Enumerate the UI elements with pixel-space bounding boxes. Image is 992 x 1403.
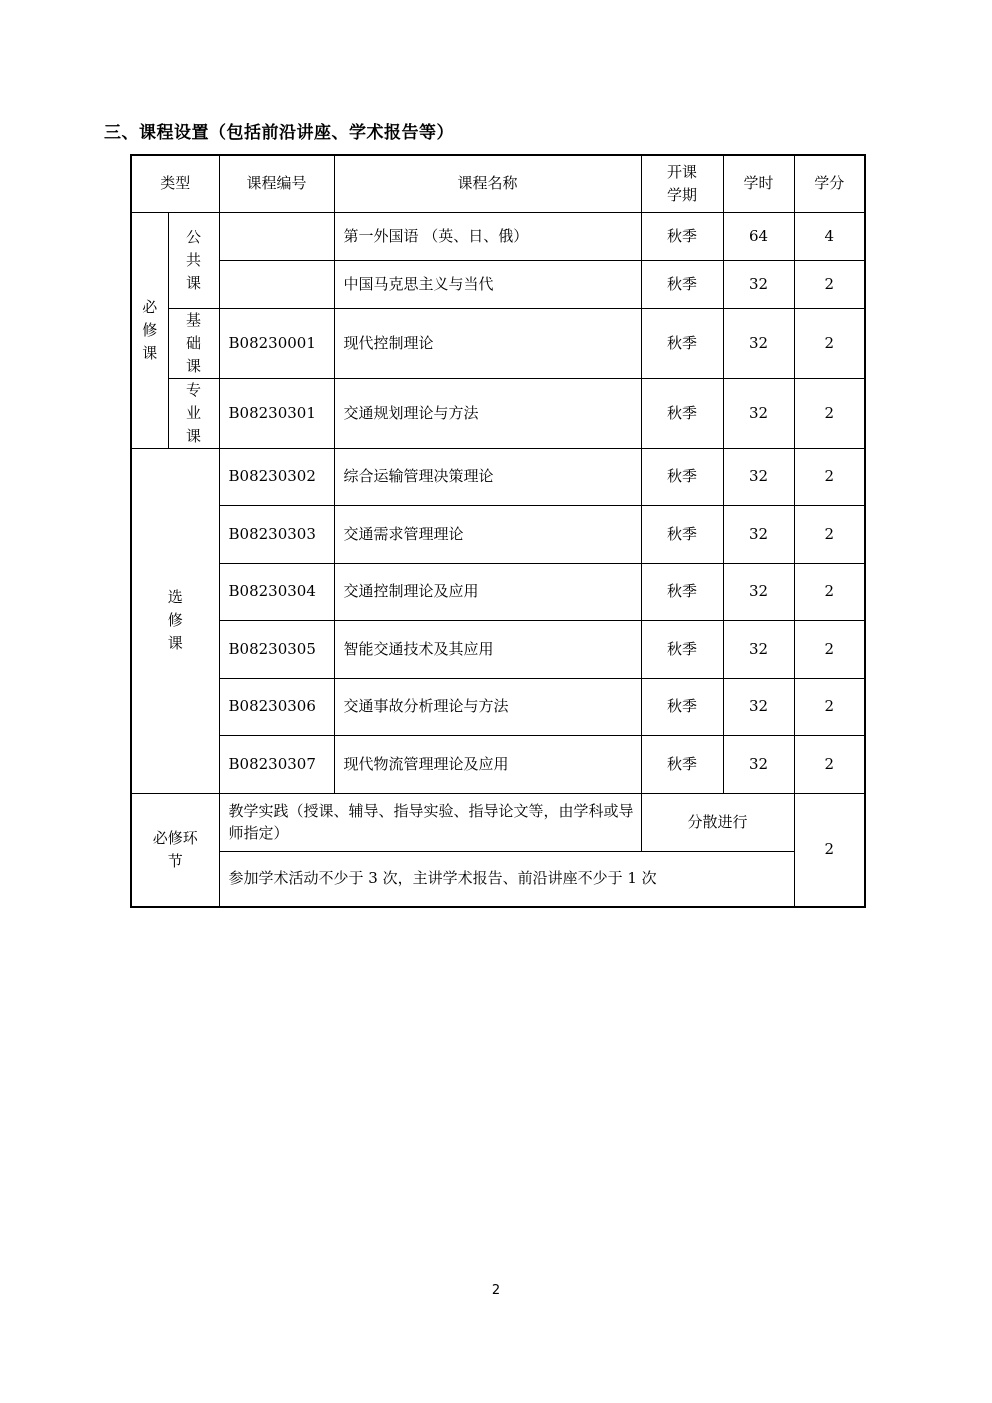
course-name: 现代控制理论: [334, 308, 641, 378]
course-code: [219, 260, 334, 308]
course-term: 秋季: [641, 735, 723, 793]
section-heading: 三、课程设置（包括前沿讲座、学术报告等）: [104, 123, 454, 143]
course-credits: 4: [794, 212, 865, 260]
course-code: B08230303: [219, 505, 334, 563]
course-term: 秋季: [641, 378, 723, 448]
course-hours: 32: [723, 378, 794, 448]
course-hours: 32: [723, 620, 794, 678]
course-name: 智能交通技术及其应用: [334, 620, 641, 678]
practice-row: [131, 851, 865, 907]
header-name: 课程名称: [334, 155, 641, 212]
course-code: B08230301: [219, 378, 334, 448]
course-code: B08230307: [219, 735, 334, 793]
course-hours: 32: [723, 563, 794, 620]
course-hours: 32: [723, 735, 794, 793]
table-row: [131, 378, 865, 448]
practice-schedule: 分散进行: [641, 793, 794, 851]
header-term: 开课 学期: [641, 155, 723, 212]
course-name: 交通需求管理理论: [334, 505, 641, 563]
course-name: 中国马克思主义与当代: [334, 260, 641, 308]
course-hours: 32: [723, 308, 794, 378]
practice-group-label: 必修环 节: [131, 793, 219, 907]
course-code: [219, 212, 334, 260]
course-term: 秋季: [641, 620, 723, 678]
practice-credits: 2: [794, 793, 865, 907]
course-credits: 2: [794, 735, 865, 793]
header-type: 类型: [131, 155, 219, 212]
course-code: B08230302: [219, 448, 334, 505]
public-course-label: 公 共 课: [168, 212, 219, 308]
basic-course-label: 基 础 课: [168, 308, 219, 378]
course-hours: 32: [723, 260, 794, 308]
course-code: B08230304: [219, 563, 334, 620]
page-number: 2: [491, 1283, 501, 1298]
header-code: 课程编号: [219, 155, 334, 212]
elective-group-label: 选 修 课: [131, 448, 219, 793]
course-code: B08230306: [219, 678, 334, 735]
course-credits: 2: [794, 260, 865, 308]
header-hours: 学时: [723, 155, 794, 212]
teaching-practice-text: 教学实践（授课、辅导、指导实验、指导论文等，由学科或导师指定）: [219, 793, 641, 851]
course-credits: 2: [794, 378, 865, 448]
table-row: [131, 563, 865, 620]
course-credits: 2: [794, 678, 865, 735]
required-group-label: 必 修 课: [131, 212, 168, 448]
course-name: 交通控制理论及应用: [334, 563, 641, 620]
table-row: [131, 212, 865, 260]
course-code: B08230305: [219, 620, 334, 678]
header-row: [131, 155, 865, 212]
table-row: [131, 678, 865, 735]
course-hours: 64: [723, 212, 794, 260]
course-credits: 2: [794, 620, 865, 678]
course-name: 综合运输管理决策理论: [334, 448, 641, 505]
course-term: 秋季: [641, 563, 723, 620]
table-row: [131, 308, 865, 378]
course-hours: 32: [723, 505, 794, 563]
course-term: 秋季: [641, 505, 723, 563]
course-term: 秋季: [641, 448, 723, 505]
header-credits: 学分: [794, 155, 865, 212]
table-row: [131, 735, 865, 793]
course-hours: 32: [723, 448, 794, 505]
course-term: 秋季: [641, 212, 723, 260]
course-name: 第一外国语 （英、日、俄）: [334, 212, 641, 260]
course-credits: 2: [794, 505, 865, 563]
major-course-label: 专 业 课: [168, 378, 219, 448]
practice-row: [131, 793, 865, 851]
course-credits: 2: [794, 448, 865, 505]
course-code: B08230001: [219, 308, 334, 378]
course-credits: 2: [794, 308, 865, 378]
course-credits: 2: [794, 563, 865, 620]
course-term: 秋季: [641, 260, 723, 308]
table-row: [131, 505, 865, 563]
curriculum-table: [130, 154, 866, 908]
course-name: 交通事故分析理论与方法: [334, 678, 641, 735]
course-hours: 32: [723, 678, 794, 735]
course-term: 秋季: [641, 678, 723, 735]
course-term: 秋季: [641, 308, 723, 378]
table-row: [131, 260, 865, 308]
course-name: 现代物流管理理论及应用: [334, 735, 641, 793]
course-name: 交通规划理论与方法: [334, 378, 641, 448]
table-row: [131, 620, 865, 678]
academic-activity-text: 参加学术活动不少于 3 次，主讲学术报告、前沿讲座不少于 1 次: [219, 851, 794, 907]
table-row: [131, 448, 865, 505]
